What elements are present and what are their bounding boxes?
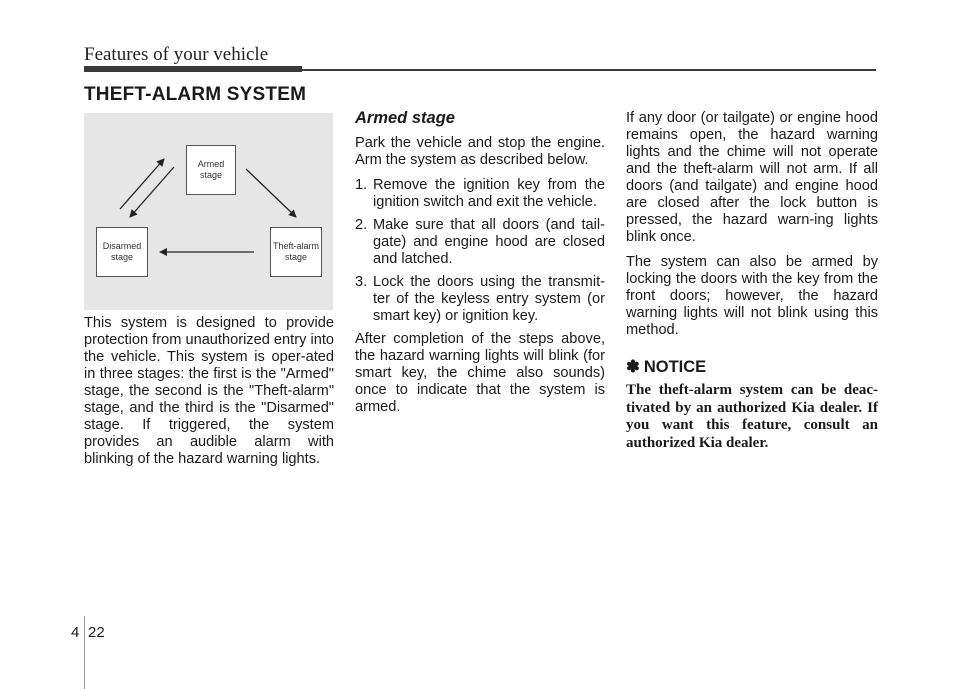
stage-diagram — [84, 113, 333, 310]
intro-paragraph: This system is designed to provide protection from unauthorized entry into the vehicle. This system is oper-ated in three stages: the first is the "Armed" stage, the second is the "Theft-alarm" stage, and the third is the "Disarmed" stage. If triggered, the system provides an audible alarm with blinking of the hazard warning lights. — [84, 315, 334, 467]
step-number: 1. — [355, 177, 368, 193]
left-column — [84, 315, 334, 476]
step-number: 2. — [355, 217, 368, 233]
arrow-disarmed-to-armed — [120, 159, 164, 209]
stage-arrows — [84, 113, 333, 310]
right-column — [626, 110, 878, 460]
step-item — [355, 217, 605, 268]
section-title: THEFT-ALARM SYSTEM — [84, 84, 307, 105]
armed-stage-heading: Armed stage — [355, 109, 455, 127]
step-item — [355, 274, 605, 325]
arrow-armed-to-theft — [246, 169, 296, 217]
key-arming-paragraph: The system can also be armed by locking the doors with the key from the front doors; however, the hazard warning lights will not blink using this method. — [626, 254, 878, 338]
notice-body: The theft-alarm system can be deac-tivated by an authorized Kia dealer. If you want this feature, consult an authorized Kia dealer. — [626, 382, 878, 451]
step-text: Remove the ignition key from the ignition switch and exit the vehicle. — [373, 177, 605, 210]
footer-rule — [84, 616, 85, 689]
chapter-number: 4 — [71, 624, 80, 641]
armed-intro: Park the vehicle and stop the engine. Arm the system as described below. — [355, 135, 605, 168]
notice-heading — [626, 359, 878, 376]
step-number: 3. — [355, 274, 368, 290]
page-number: 22 — [88, 624, 105, 641]
armed-after-paragraph: After completion of the steps above, the hazard warning lights will blink (for smart key, the chime also sounds) once to indicate that the system is armed. — [355, 331, 605, 415]
header-rule-thin — [302, 69, 876, 71]
armed-stage-box: Armed stage — [186, 145, 236, 195]
notice-label: NOTICE — [643, 358, 707, 376]
arrow-armed-to-disarmed — [130, 167, 174, 217]
notice-star-icon: ✽ — [626, 358, 640, 376]
theft-alarm-stage-box: Theft-alarm stage — [270, 227, 322, 277]
step-text: Lock the doors using the transmit-ter of the keyless entry system (or smart key) or ignition key. — [373, 274, 605, 324]
open-door-paragraph: If any door (or tailgate) or engine hood remains open, the hazard warning lights and the chime will not operate and the theft-alarm will not arm. If all doors (and tailgate) and engine hood are closed after the lock button is pressed, the hazard warn-ing lights blink once. — [626, 110, 878, 245]
header-rule-thick — [84, 66, 302, 72]
disarmed-stage-box: Disarmed stage — [96, 227, 148, 277]
header-title: Features of your vehicle — [84, 44, 269, 65]
middle-column — [355, 110, 605, 424]
step-item — [355, 177, 605, 211]
step-text: Make sure that all doors (and tail-gate) and engine hood are closed and latched. — [373, 217, 605, 267]
